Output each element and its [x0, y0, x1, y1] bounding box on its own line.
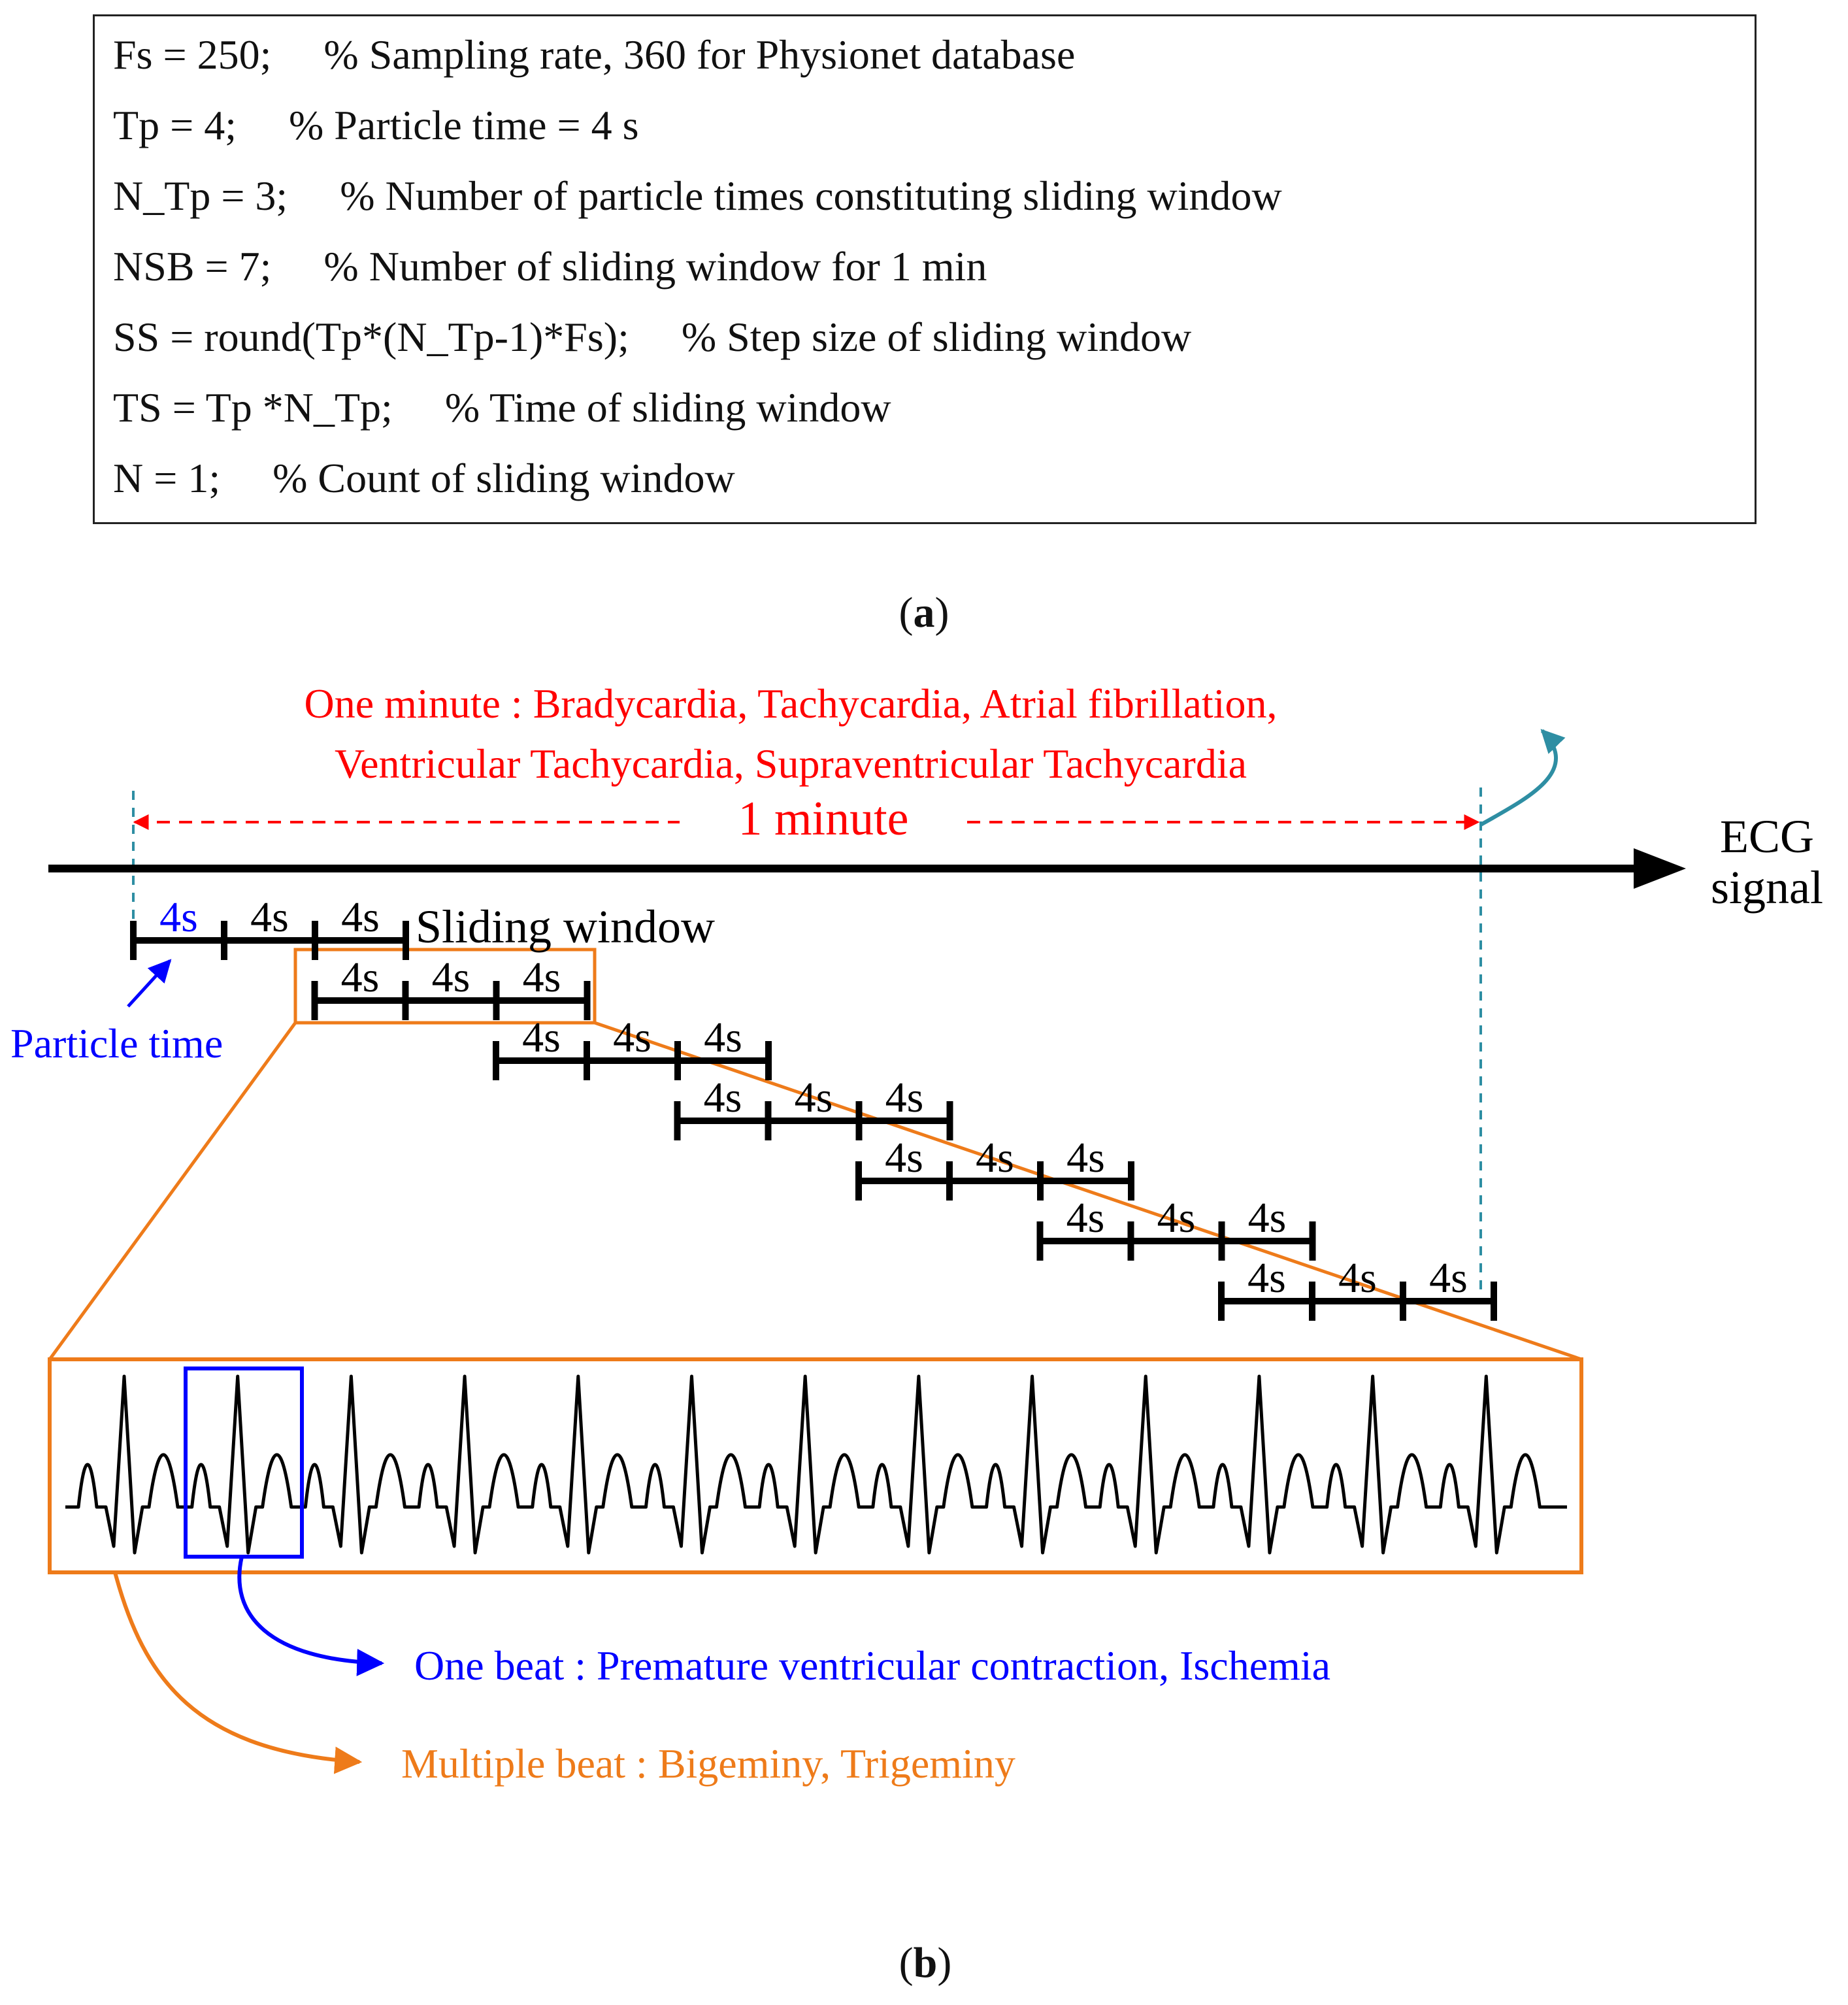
sliding-windows: [133, 893, 1494, 1321]
segment-label: 4s: [1247, 1194, 1287, 1242]
code-comment: % Step size of sliding window: [681, 314, 1192, 360]
code-text: Fs = 250;: [113, 31, 272, 78]
segment-label: 4s: [1066, 1134, 1105, 1182]
segment-label: 4s: [1247, 1254, 1286, 1302]
multiple-beat-arrow: [115, 1572, 359, 1762]
segment-label: 4s: [250, 893, 289, 941]
particle-time-label: Particle time: [10, 1020, 223, 1067]
code-comment: % Number of sliding window for 1 min: [323, 243, 987, 290]
segment-label: 4s: [522, 1014, 561, 1061]
caption-a: (a): [899, 589, 949, 637]
code-text: NSB = 7;: [113, 243, 272, 290]
segment-label: 4s: [976, 1134, 1014, 1182]
segment-label: 4s: [431, 953, 470, 1001]
segment-label: 4s: [522, 953, 561, 1001]
axis-label-signal: signal: [1711, 861, 1823, 914]
segment-label: 4s: [703, 1074, 742, 1121]
repeat-arrow: [1481, 731, 1556, 825]
segment-label: 4s: [885, 1074, 924, 1121]
code-comment: % Time of sliding window: [444, 384, 891, 431]
multiple-beat-label: Multiple beat : Bigeminy, Trigeminy: [401, 1740, 1015, 1787]
top-label-line1: One minute : Bradycardia, Tachycardia, Atrial fibrillation,: [304, 680, 1278, 727]
segment-label: 4s: [1157, 1194, 1196, 1242]
zoom-funnel-right: [595, 1023, 1581, 1359]
particle-time-segment-label: 4s: [159, 893, 198, 941]
span-label: 1 minute: [738, 792, 909, 846]
code-text: SS = round(Tp*(N_Tp-1)*Fs);: [113, 314, 629, 360]
code-text: Tp = 4;: [113, 102, 237, 148]
segment-label: 4s: [885, 1134, 923, 1182]
segment-label: 4s: [704, 1014, 742, 1061]
caption-b: (b): [899, 1939, 952, 1987]
segment-label: 4s: [1066, 1194, 1105, 1242]
code-text: N_Tp = 3;: [113, 173, 288, 219]
segment-label: 4s: [340, 953, 380, 1001]
code-text: TS = Tp *N_Tp;: [113, 384, 393, 431]
axis-label-ecg: ECG: [1720, 810, 1814, 863]
code-comment: % Particle time = 4 s: [288, 102, 639, 148]
particle-time-arrow: [128, 961, 170, 1006]
top-label-line2: Ventricular Tachycardia, Supraventricular Tachycardia: [335, 740, 1247, 787]
segment-label: 4s: [1429, 1254, 1468, 1302]
segment-label: 4s: [794, 1074, 833, 1121]
one-beat-label: One beat : Premature ventricular contraction, Ischemia: [414, 1642, 1331, 1689]
segment-label: 4s: [1338, 1254, 1377, 1302]
segment-label: 4s: [341, 893, 380, 941]
zoom-funnel-left: [50, 1023, 295, 1359]
code-comment: % Sampling rate, 360 for Physionet database: [323, 31, 1076, 78]
segment-label: 4s: [613, 1014, 652, 1061]
ecg-axis-arrowhead: [1634, 848, 1686, 889]
code-text: N = 1;: [113, 455, 221, 501]
code-comment: % Count of sliding window: [272, 455, 735, 501]
sliding-window-label: Sliding window: [416, 901, 716, 953]
code-comment: % Number of particle times constituting sliding window: [340, 173, 1282, 219]
